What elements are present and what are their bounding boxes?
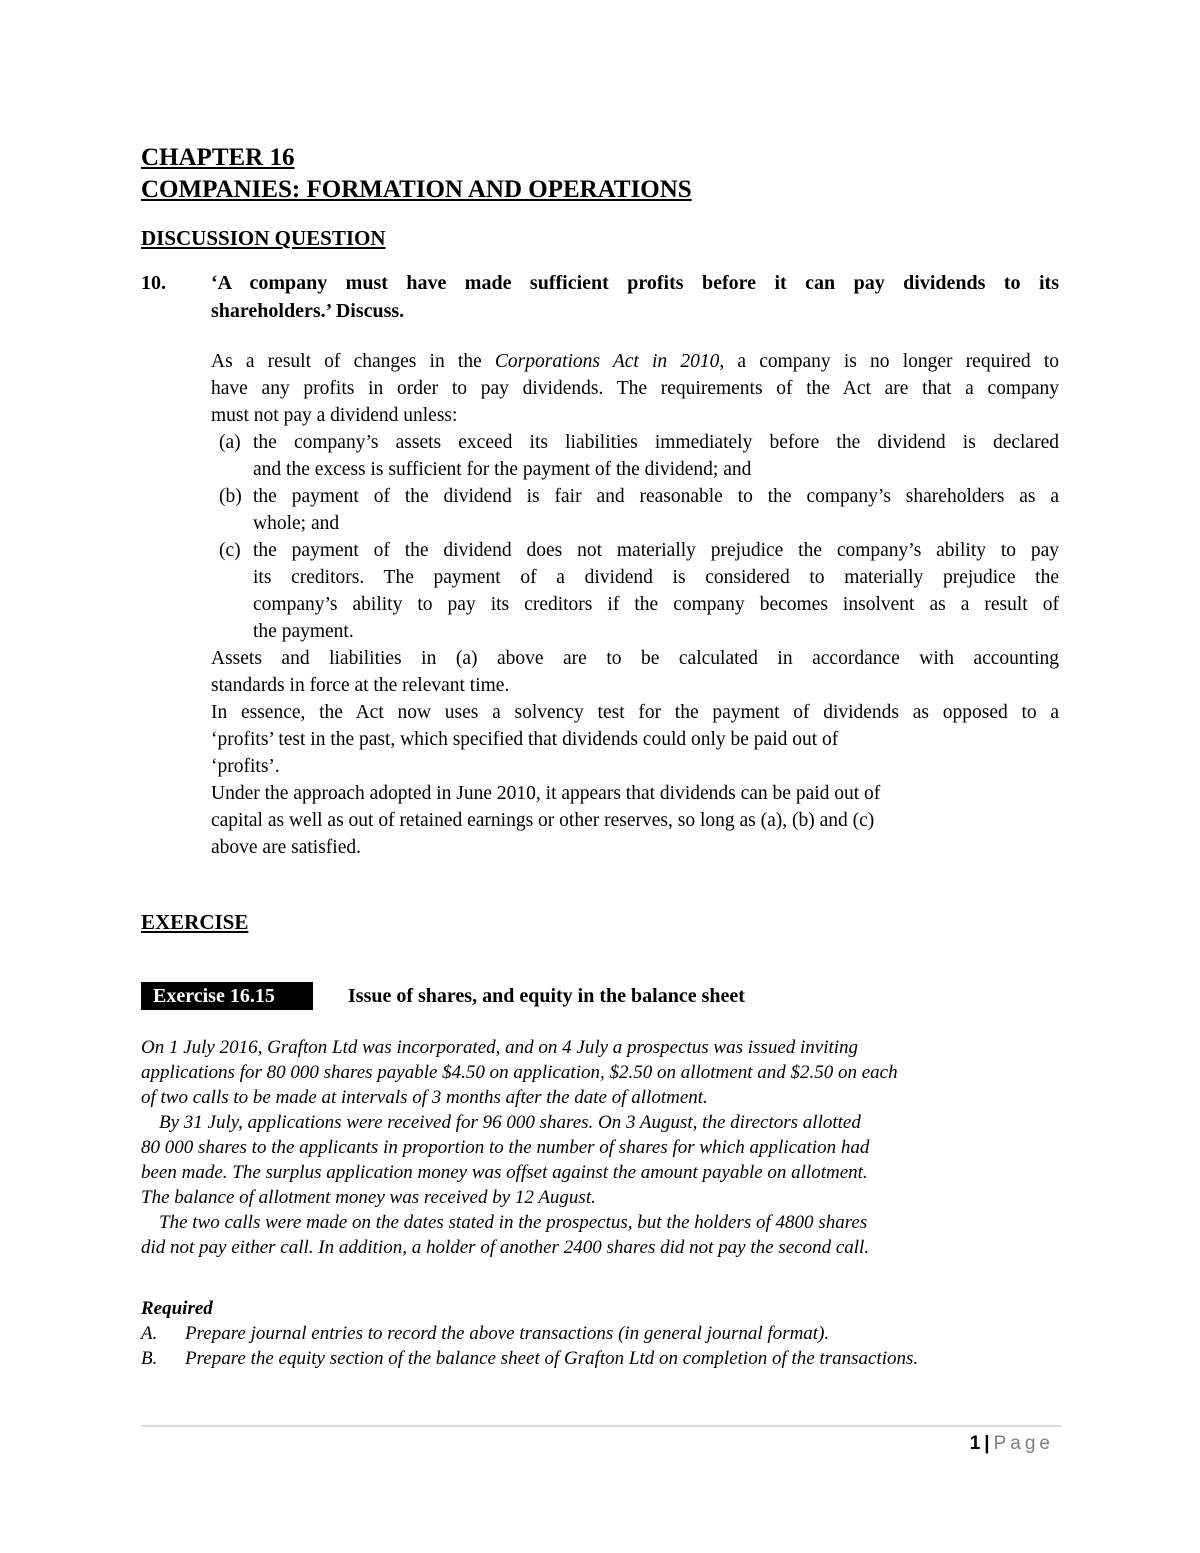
act-name: Corporations Act in 2010 <box>494 351 720 372</box>
page-number: 1 <box>969 1433 981 1454</box>
item-label: (c) <box>219 540 241 561</box>
answer-text: , a company is no longer required to <box>719 351 1059 372</box>
exercise-line: On 1 July 2016, Grafton Ltd was incorporated, and on 4 July a prospectus was issued inviting <box>141 1037 859 1058</box>
item-line <box>219 537 1059 564</box>
answer-line <box>211 348 1059 375</box>
item-line: and the excess is sufficient for the payment of the dividend; and <box>253 459 752 480</box>
answer-line: In essence, the Act now uses a solvency test for the payment of dividends as opposed to a <box>211 702 1059 723</box>
exercise-line: of two calls to be made at intervals of 3 months after the date of allotment. <box>141 1087 708 1108</box>
answer-text: As a result of changes in the <box>211 351 495 372</box>
exercise-line: 80 000 shares to the applicants in proportion to the number of shares for which application had <box>141 1137 870 1158</box>
footer-rule <box>141 1425 1061 1427</box>
item-line: its creditors. The payment of a dividend is considered to materially prejudice the <box>253 567 1059 588</box>
exercise-line: The two calls were made on the dates stated in the prospectus, but the holders of 4800 shares <box>159 1212 868 1233</box>
required-item-b <box>141 1346 918 1371</box>
item-text: the payment of the dividend does not materially prejudice the company’s ability to pay <box>253 540 1059 561</box>
exercise-line: did not pay either call. In addition, a holder of another 2400 shares did not pay the second call. <box>141 1237 870 1258</box>
answer-line: Under the approach adopted in June 2010, it appears that dividends can be paid out of <box>211 783 881 804</box>
required-item-a <box>141 1321 829 1346</box>
required-text: Prepare the equity section of the balance sheet of Grafton Ltd on completion of the transactions. <box>185 1348 919 1369</box>
answer-line: above are satisfied. <box>211 837 361 858</box>
answer-line: Assets and liabilities in (a) above are to be calculated in accordance with accounting <box>211 648 1059 669</box>
answer-line: standards in force at the relevant time. <box>211 675 510 696</box>
exercise-line: By 31 July, applications were received for 96 000 shares. On 3 August, the directors allotted <box>159 1112 861 1133</box>
exercise-line: applications for 80 000 shares payable $4.50 on application, $2.50 on allotment and $2.50 on each <box>141 1062 898 1083</box>
chapter-heading: CHAPTER 16 <box>141 144 295 171</box>
question-number: 10. <box>141 272 166 294</box>
item-line <box>219 429 1059 456</box>
answer-line: have any profits in order to pay dividends. The requirements of the Act are that a company <box>211 378 1059 399</box>
required-text: Prepare journal entries to record the above transactions (in general journal format). <box>185 1323 830 1344</box>
answer-paragraph-1 <box>211 348 1059 429</box>
required-letter: A. <box>141 1323 158 1344</box>
item-line <box>219 483 1059 510</box>
required-letter: B. <box>141 1348 158 1369</box>
item-line: company’s ability to pay its creditors if the company becomes insolvent as a result of <box>253 594 1059 615</box>
answer-paragraph-2 <box>211 645 1059 699</box>
answer-paragraph-3 <box>211 699 1059 780</box>
answer-paragraph-4 <box>211 780 1059 861</box>
requirement-item-c <box>219 537 1059 645</box>
exercise-line: been made. The surplus application money was offset against the amount payable on allotment. <box>141 1162 868 1183</box>
page-footer <box>970 1432 1054 1456</box>
exercise-title: Issue of shares, and equity in the balance sheet <box>348 985 745 1007</box>
item-text: the payment of the dividend is fair and reasonable to the company’s shareholders as a <box>253 486 1059 507</box>
answer-line: capital as well as out of retained earnings or other reserves, so long as (a), (b) and (c) <box>211 810 875 831</box>
exercise-body <box>141 1035 1021 1260</box>
question-line: shareholders.’ Discuss. <box>211 300 405 322</box>
requirement-item-b <box>219 483 1059 537</box>
item-text: the company’s assets exceed its liabilities immediately before the dividend is declared <box>253 432 1059 453</box>
question-line: ‘A company must have made sufficient profits before it can pay dividends to its <box>211 272 1059 294</box>
required-heading: Required <box>141 1298 213 1319</box>
requirement-item-a <box>219 429 1059 483</box>
item-label: (a) <box>219 432 241 453</box>
answer-line: ‘profits’ test in the past, which specified that dividends could only be paid out of <box>211 729 839 750</box>
answer-line: ‘profits’. <box>211 756 280 777</box>
footer-separator: | <box>984 1433 990 1454</box>
exercise-heading: EXERCISE <box>141 910 249 934</box>
chapter-title: COMPANIES: FORMATION AND OPERATIONS <box>141 176 692 203</box>
item-line: the payment. <box>253 621 354 642</box>
page-word: Page <box>993 1433 1054 1454</box>
exercise-label: Exercise 16.15 <box>141 982 313 1010</box>
exercise-line: The balance of allotment money was received by 12 August. <box>141 1187 596 1208</box>
discussion-heading: DISCUSSION QUESTION <box>141 226 386 250</box>
question-text <box>211 269 1059 325</box>
answer-line: must not pay a dividend unless: <box>211 405 458 426</box>
item-line: whole; and <box>253 513 340 534</box>
item-label: (b) <box>219 486 242 507</box>
